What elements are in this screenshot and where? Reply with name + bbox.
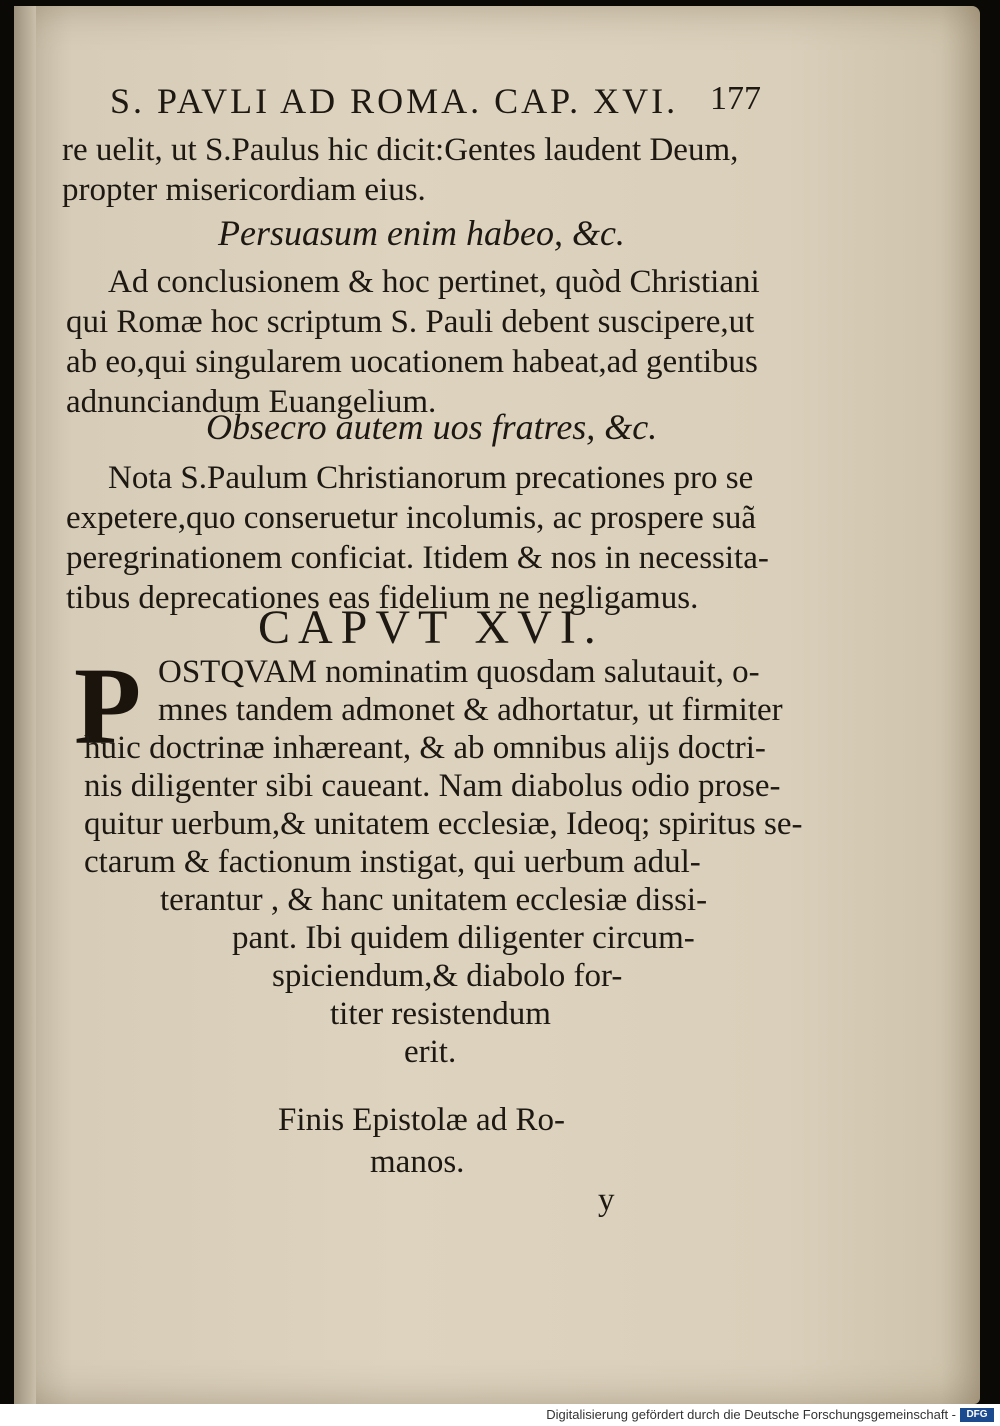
footer-credit: Digitalisierung gefördert durch die Deutsche Forschungsgemeinschaft - [546, 1407, 956, 1422]
chapter-title: CAPVT XVI. [258, 601, 604, 654]
finis-line: manos. [370, 1144, 465, 1180]
text-line: erit. [404, 1034, 457, 1070]
text-line: huic doctrinæ inhæreant, & ab omnibus alijs doctri- [84, 730, 766, 766]
text-line: Ad conclusionem & hoc pertinet, quòd Christiani [108, 264, 760, 300]
text-line: OSTQVAM nominatim quosdam salutauit, o- [158, 654, 760, 690]
page-gutter [14, 6, 36, 1404]
running-head: S. PAVLI AD ROMA. CAP. XVI. [110, 81, 679, 121]
text-line: qui Romæ hoc scriptum S. Pauli debent suscipere,ut [66, 304, 755, 340]
text-line: re uelit, ut S.Paulus hic dicit:Gentes laudent Deum, [62, 132, 739, 168]
text-line: peregrinationem conficiat. Itidem & nos in necessita- [66, 540, 769, 576]
text-line: ctarum & factionum instigat, qui uerbum adul- [84, 844, 701, 880]
text-line: adnunciandum Euangelium. [66, 384, 437, 420]
text-line: titer resistendum [330, 996, 551, 1032]
text-line: terantur , & hanc unitatem ecclesiæ dissi- [160, 882, 708, 918]
footer-bar [0, 1404, 1000, 1426]
text-line: mnes tandem admonet & adhortatur, ut firmiter [158, 692, 783, 728]
text-line: Nota S.Paulum Christianorum precationes pro se [108, 460, 754, 496]
drop-cap: P [74, 645, 142, 767]
dfg-logo: DFG [960, 1408, 994, 1422]
lemma-heading: Persuasum enim habeo, &c. [218, 213, 625, 253]
text-line: tibus deprecationes eas fidelium ne negligamus. [66, 580, 699, 616]
text-line: nis diligenter sibi caueant. Nam diabolus odio prose- [84, 768, 781, 804]
signature-mark: y [598, 1182, 615, 1218]
text-line: expetere,quo conseruetur incolumis, ac prospere suã [66, 500, 756, 536]
text-line: pant. Ibi quidem diligenter circum- [232, 920, 695, 956]
finis-line: Finis Epistolæ ad Ro- [278, 1102, 565, 1138]
text-line: ab eo,qui singularem uocationem habeat,ad gentibus [66, 344, 758, 380]
text-line: quitur uerbum,& unitatem ecclesiæ, Ideoq; spiritus se- [84, 806, 803, 842]
text-line: spiciendum,& diabolo for- [272, 958, 623, 994]
lemma-heading: Obsecro autem uos fratres, &c. [206, 407, 658, 447]
page-number: 177 [710, 80, 761, 117]
text-line: propter misericordiam eius. [62, 172, 426, 208]
